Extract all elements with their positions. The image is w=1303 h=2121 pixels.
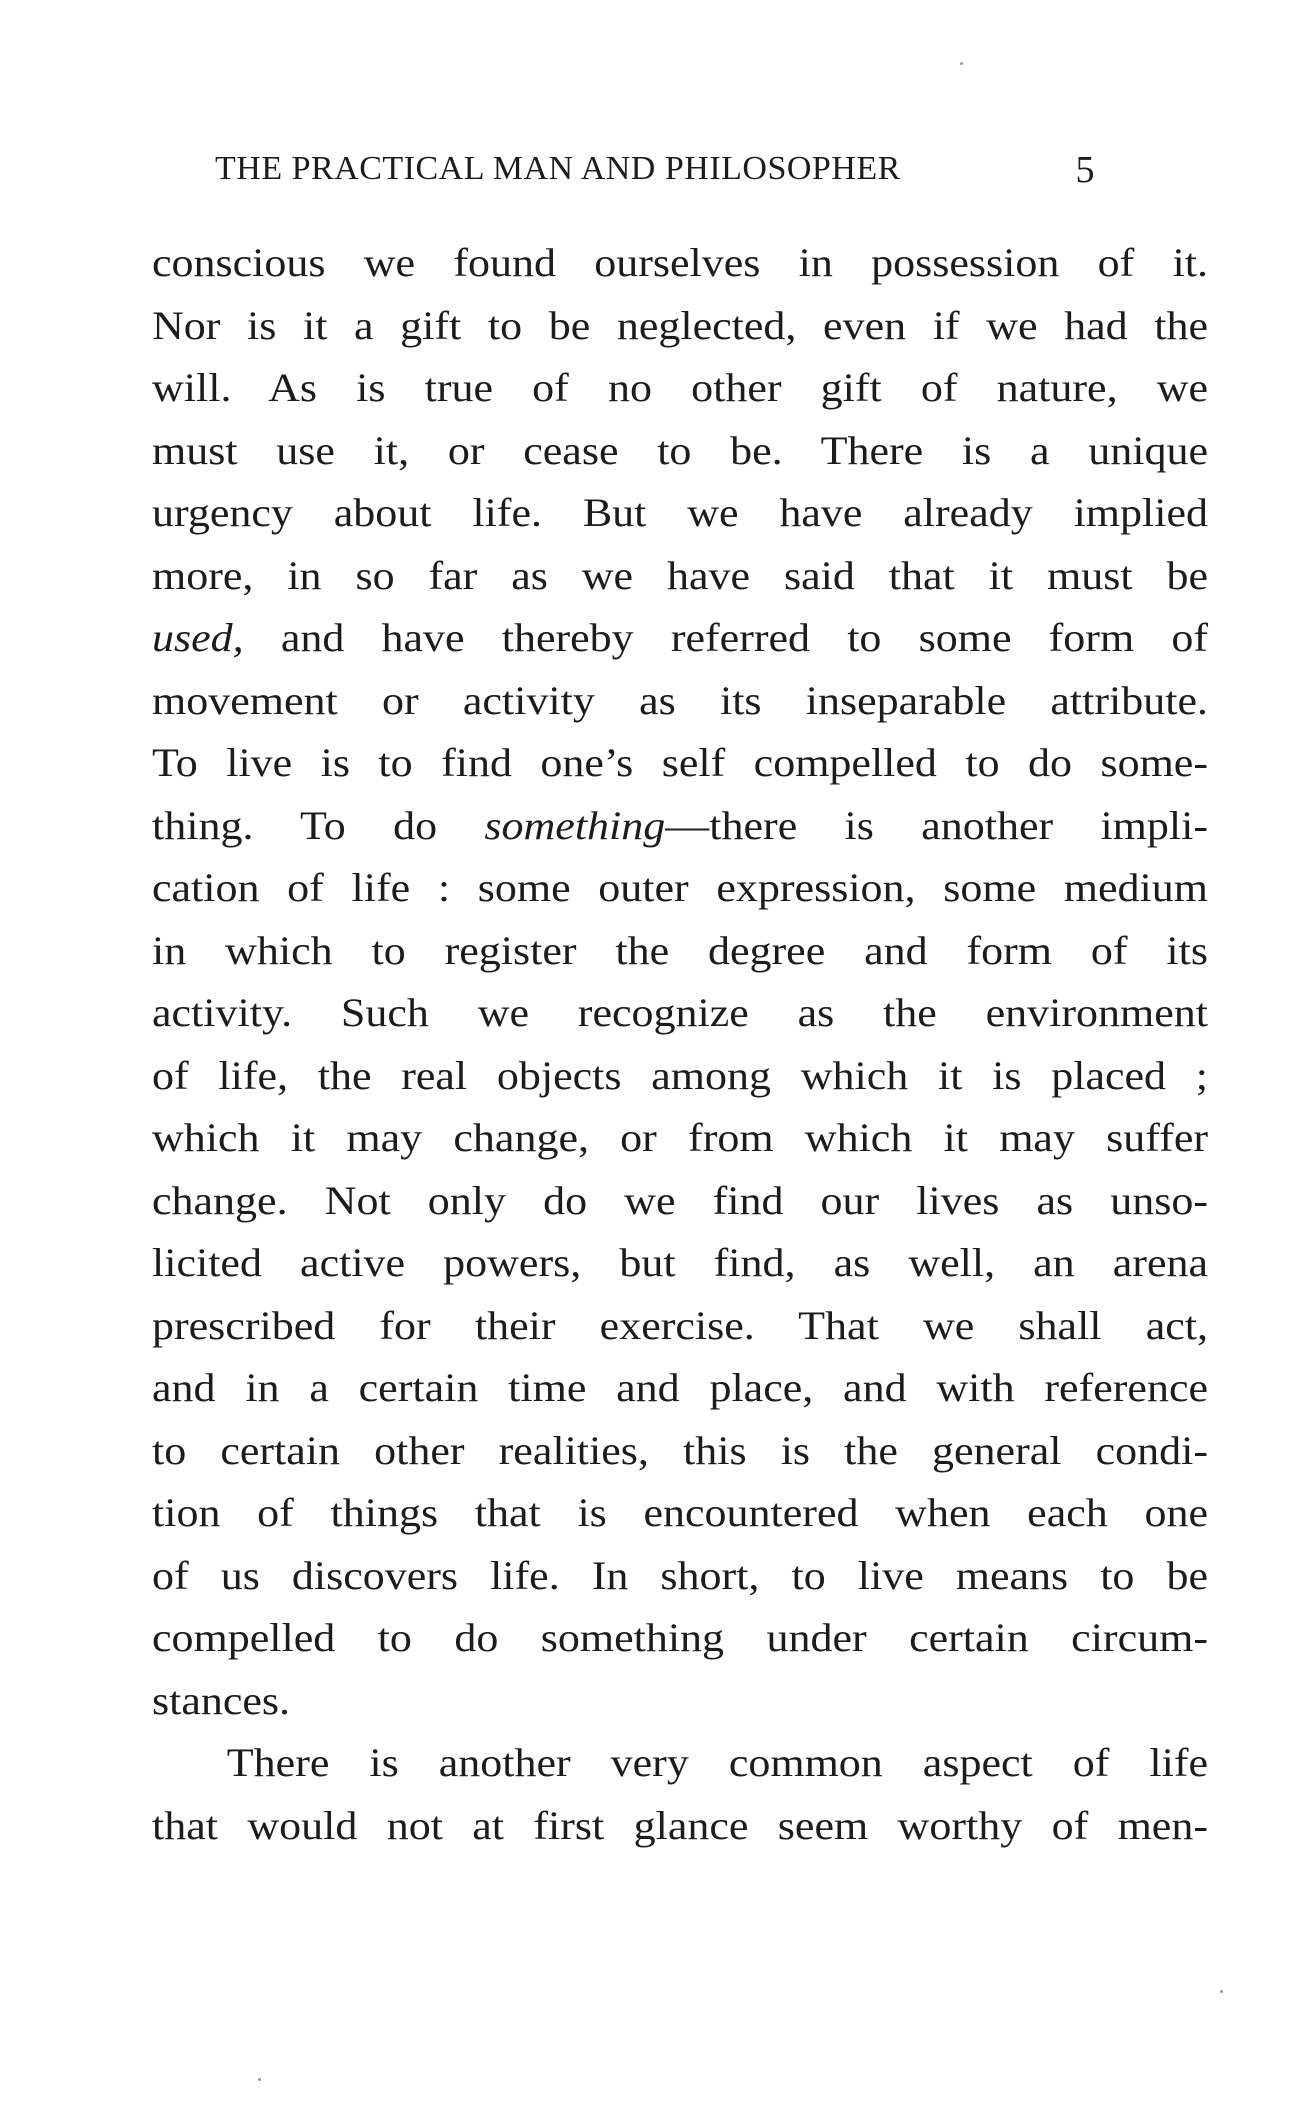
text-line: licited active powers, but find, as well, an arena [152, 1240, 1208, 1285]
text-line: prescribed for their exercise. That we shall act, [152, 1302, 1208, 1348]
scan-speck [1220, 1990, 1223, 1993]
italic-word: used, [152, 615, 244, 660]
text-line: will. As is true of no other gift of nature, we [152, 365, 1208, 410]
text-line: change. Not only do we find our lives as unso- [152, 1177, 1208, 1223]
text-line: activity. Such we recognize as the environment [152, 990, 1208, 1035]
text-line: tion of things that is encountered when each one [152, 1490, 1208, 1535]
text-line: compelled to do something under certain circum- [152, 1615, 1208, 1660]
body-text [152, 232, 1208, 1857]
text-line: Nor is it a gift to be neglected, even if we had the [152, 302, 1208, 348]
text-line: There is another very common aspect of life [226, 1740, 1209, 1785]
text-line: conscious we found ourselves in possession of it. [152, 240, 1208, 285]
text-line: cation of life : some outer expression, some medium [152, 865, 1208, 910]
text-line: thing. To do something—there is another impli- [152, 802, 1208, 848]
scan-speck [258, 2078, 261, 2081]
text-line: must use it, or cease to be. There is a unique [152, 427, 1208, 473]
italic-word: something [484, 802, 666, 848]
text-line: in which to register the degree and form of its [152, 927, 1208, 973]
text-line: to certain other realities, this is the general condi- [152, 1427, 1208, 1473]
text-line: more, in so far as we have said that it must be [152, 552, 1208, 598]
text-line: that would not at first glance seem worthy of men- [152, 1802, 1208, 1848]
scan-speck [960, 62, 963, 65]
running-head-title: THE PRACTICAL MAN AND PHILOSOPHER [215, 150, 901, 187]
text-line: urgency about life. But we have already implied [152, 490, 1208, 535]
running-head [215, 150, 1095, 190]
text-line: used, and have thereby referred to some form of [152, 615, 1208, 660]
text-line: which it may change, or from which it may suffer [152, 1115, 1208, 1160]
page-number: 5 [1075, 149, 1095, 191]
text-line: and in a certain time and place, and with reference [152, 1365, 1208, 1410]
text-line: of us discovers life. In short, to live means to be [152, 1552, 1208, 1598]
text-line: of life, the real objects among which it is placed ; [152, 1052, 1208, 1098]
text-line: stances. [152, 1677, 291, 1723]
text-line: To live is to find one’s self compelled to do some- [152, 740, 1208, 785]
text-line: movement or activity as its inseparable attribute. [152, 677, 1208, 723]
